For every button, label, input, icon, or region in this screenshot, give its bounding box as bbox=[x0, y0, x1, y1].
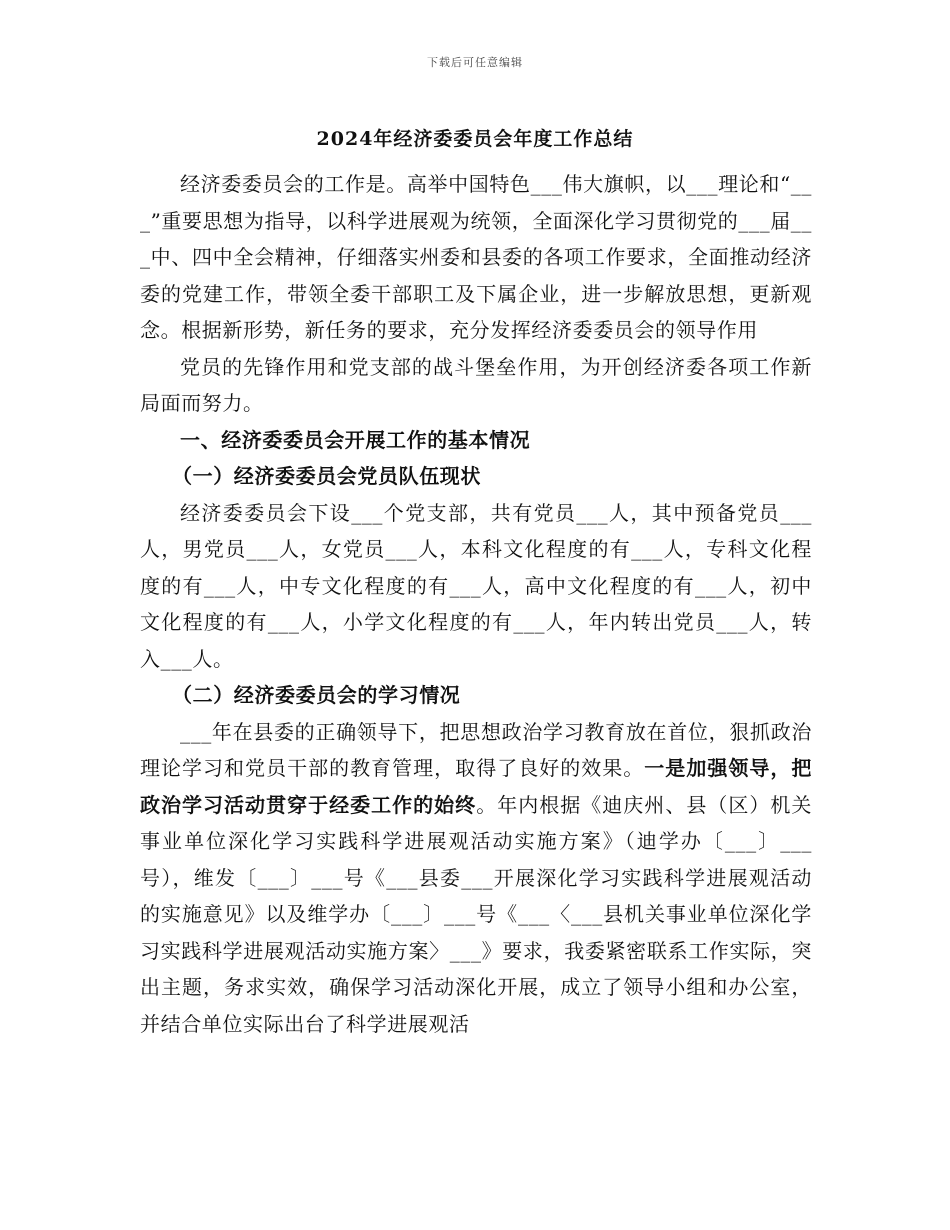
section-1-1-paragraph: 经济委委员会下设___个党支部，共有党员___人，其中预备党员___人，男党员___人，女党员___人，本科文化程度的有___人，专科文化程度的有___人，中专文化程度的有___人，高中文化程度的有___人，初中文化程度的有___人，小学文化程度的有___人，年内转出党员___人，转入___人。 bbox=[140, 500, 812, 671]
section-1-1-heading: （一）经济委委员会党员队伍现状 bbox=[172, 464, 481, 488]
document-title: 2024年经济委委员会年度工作总结 bbox=[316, 128, 634, 150]
section-1-2-bold-text: 一是加强领导，把政治学习活动贯穿于经委工作的始终 bbox=[140, 756, 812, 817]
section-1-2-paragraph bbox=[140, 714, 812, 1043]
section-1-2-heading: （二）经济委委员会的学习情况 bbox=[172, 683, 461, 707]
header-note: 下载后可任意编辑 bbox=[427, 56, 523, 69]
document-body bbox=[140, 166, 812, 1042]
intro-paragraph-1: 经济委委员会的工作是。高举中国特色___伟大旗帜，以___理论和“___”重要思想为指导，以科学进展观为统领，全面深化学习贯彻党的___届___中、四中全会精神，仔细落实州委和县委的各项工作要求，全面推动经济委的党建工作，带领全委干部职工及下属企业，进一步解放思想，更新观念。根据新形势，新任务的要求，充分发挥经济委委员会的领导作用 bbox=[140, 172, 812, 342]
section-1-2-text-a: ___年在县委的正确领导下，把思想政治学习教育放在首位，狠抓政治理论学习和党员干部的教育管理，取得了良好的效果。 bbox=[140, 719, 812, 780]
section-1-heading: 一、经济委委员会开展工作的基本情况 bbox=[180, 427, 531, 452]
section-1-2-text-b: 。年内根据《迪庆州、县（区）机关事业单位深化学习实践科学进展观活动实施方案》（迪学办〔___〕___号），维发〔___〕___号《___县委___开展深化学习实践科学进展观活动的实施意见》以及维学办〔___〕___号《___〈___县机关事业单位深化学习实践科学进展观活动实施方案〉___》要求，我委紧密联系工作实际，突出主题，务求实效，确保学习活动深化开展，成立了领导小组和办公室，并结合单位实际出台了科学进展观活 bbox=[140, 792, 812, 1036]
intro-paragraph-2: 党员的先锋作用和党支部的战斗堡垒作用，为开创经济委各项工作新局面而努力。 bbox=[140, 354, 812, 415]
